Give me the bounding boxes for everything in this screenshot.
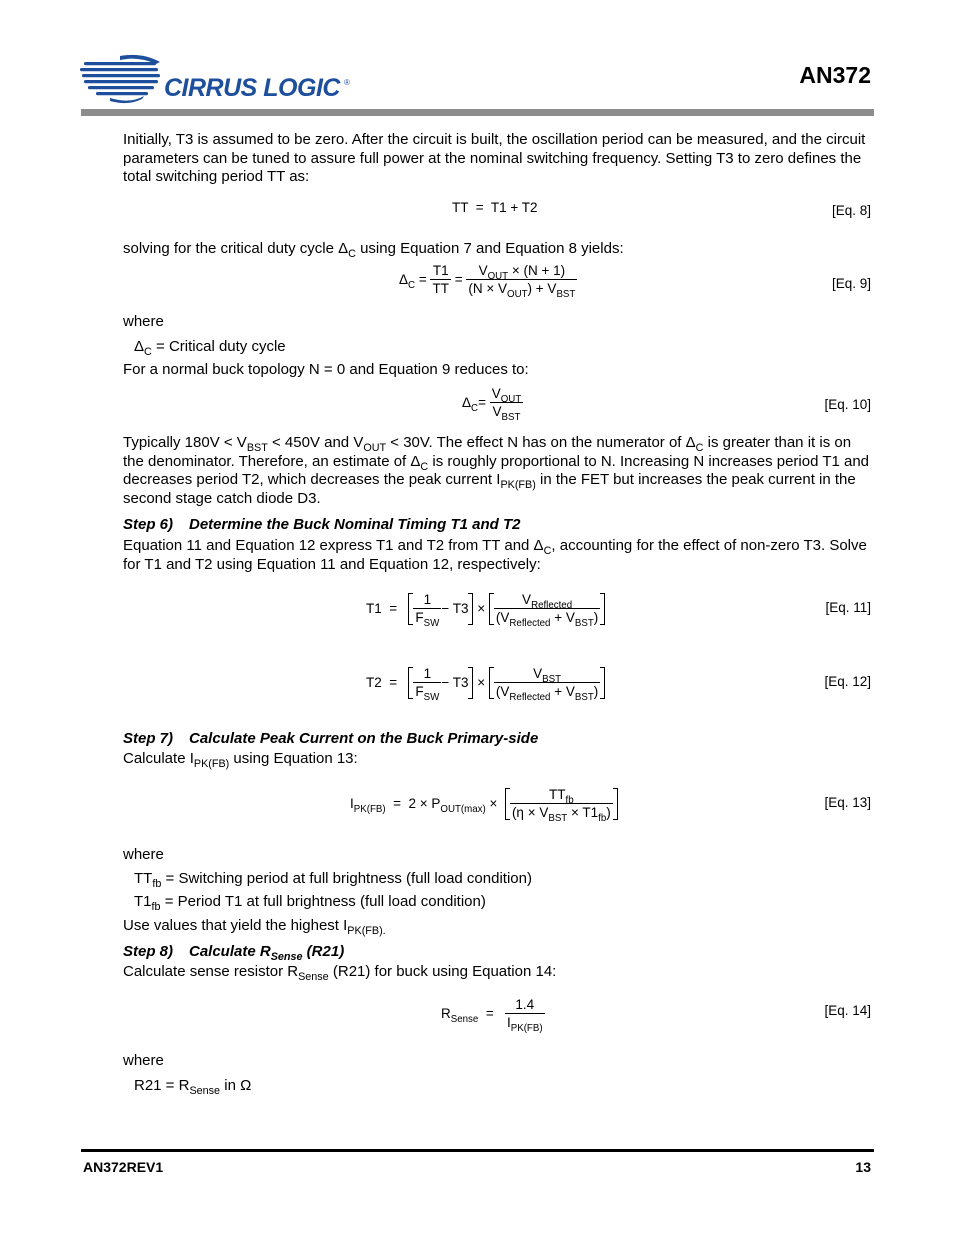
paragraph-normal-buck: For a normal buck topology N = 0 and Equation 9 reduces to: [123, 361, 529, 378]
equation-11-label: [Eq. 11] [825, 600, 871, 615]
equation-9: $\Delta_C$ = $\frac{T1}{TT}$ = $\frac{V_{OUT} \times (N + 1)}{(N \times V_{OUT}) + V_{BST}}$ [399, 263, 576, 300]
definition-r21: $R21 = R_{Sense}$ in Ω [134, 1077, 252, 1097]
cirrus-logo [80, 52, 355, 106]
paragraph-step-7: Calculate $I_{PK(FB)}$ using Equation 13: [123, 750, 358, 770]
logo-wordmark: CIRRUS LOGIC [164, 74, 340, 102]
where-1: where [123, 313, 164, 330]
paragraph-step-6: Equation 11 and Equation 12 express T1 and T2 from TT and $\Delta_C$, accounting for the effect of non-zero T3. Solve for T1 and T2 using Equation 11 and Equation 12, respectively: [123, 537, 867, 573]
equation-10-label: [Eq. 10] [824, 397, 871, 412]
step-6-heading: Step 6) Determine the Buck Nominal Timing T1 and T2 [123, 516, 521, 533]
paragraph-typical-values: Typically $180V < V_{BST} < 450V$ and $V_{OUT} < 30V$. The effect N has on the numerator of $\Delta_C$ is greater than it is on the denominator. Therefore, an estimate of $\Delta_C$ is roughly proportional to N. Increasing N increases period T1 and decreases period T2, which decreases the peak current $I_{PK(FB)}$ in the FET but increases the peak current in the second stage catch diode D3. [123, 434, 870, 507]
equation-12-label: [Eq. 12] [824, 674, 871, 689]
definition-tt-fb: $TT_{fb}$ = Switching period at full brightness (full load condition) [134, 870, 532, 890]
paragraph-critical-duty: solving for the critical duty cycle $\Delta_C$ using Equation 7 and Equation 8 yields: [123, 240, 624, 260]
doc-id: AN372 [799, 62, 871, 88]
equation-10: $\Delta_C=$ $\frac{V_{OUT}}{V_{BST}}$ [462, 386, 522, 423]
header-rule [81, 109, 874, 116]
footer-rule [81, 1149, 874, 1152]
step-7-heading: Step 7) Calculate Peak Current on the Buck Primary-side [123, 730, 539, 747]
equation-13-label: [Eq. 13] [824, 795, 871, 810]
equation-8-label: [Eq. 8] [831, 203, 871, 218]
registered-mark: ® [344, 78, 350, 87]
footer-doc-rev: AN372REV1 [83, 1159, 164, 1175]
paragraph-step-8: Calculate sense resistor $R_{Sense}$ (R21) for buck using Equation 14: [123, 963, 557, 983]
equation-9-label: [Eq. 9] [831, 276, 871, 291]
where-2: where [123, 846, 164, 863]
page-number: 13 [855, 1159, 871, 1175]
definition-t1-fb: $T1_{fb}$ = Period T1 at full brightness (full load condition) [134, 893, 486, 913]
equation-14-label: [Eq. 14] [824, 1003, 871, 1018]
where-3: where [123, 1052, 164, 1069]
equation-8: TT = T1 + T2 [452, 200, 538, 215]
equation-13: $I_{PK(FB)} = 2 \times P_{OUT(max)}$ × $\frac{TT_{fb}}{(\eta \times V_{BST} \times T1_{fb})}$ [350, 786, 618, 821]
paragraph-intro: Initially, T3 is assumed to be zero. After the circuit is built, the oscillation period can be measured, and the circuit parameters can be tuned to assure full power at the nominal switching frequency. Setting T3 to zero defines the total switching period TT as: [123, 131, 866, 185]
cirrus-logo-swoosh-icon [80, 52, 170, 106]
step-8-heading: Step 8) Calculate $R_{Sense}$ (R21) [123, 943, 345, 963]
paragraph-highest-ipk: Use values that yield the highest $I_{PK(FB).}$ [123, 917, 386, 937]
equation-14: $R_{Sense}$ = $\frac{1.4}{I_{PK(FB)}}$ [441, 997, 543, 1034]
definition-duty-cycle: $\Delta_C$ = Critical duty cycle [134, 338, 286, 358]
equation-12: T2 = $\frac{1}{F_{SW}}$ − T3 × $\frac{V_{BST}}{(V_{Reflected} + V_{BST})}$ [366, 665, 605, 700]
equation-11: T1 = $\frac{1}{F_{SW}}$ − T3 × $\frac{V_{Reflected}}{(V_{Reflected} + V_{BST})}$ [366, 591, 605, 626]
